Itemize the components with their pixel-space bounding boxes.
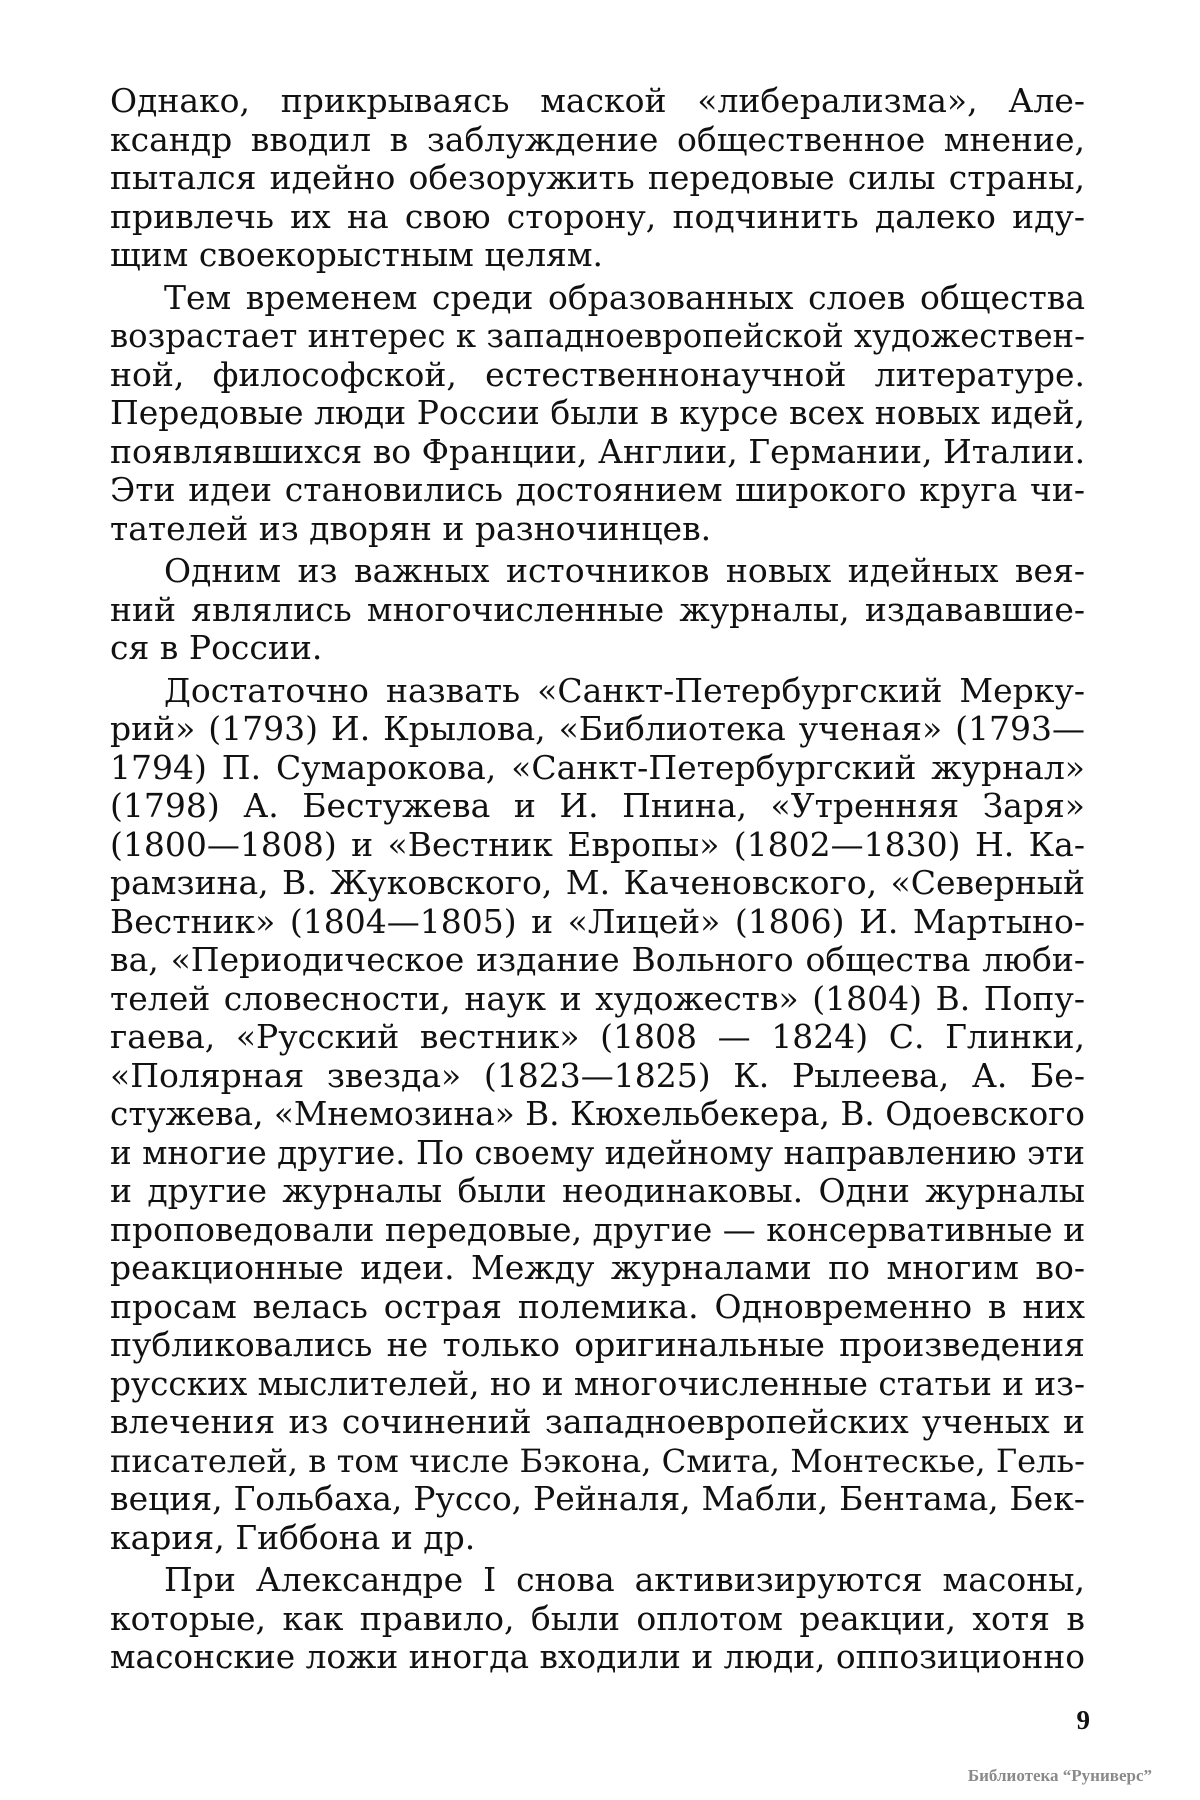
text-line: писателей, в том числе Бэкона, Смита, Монтескье, Гель- [110, 1441, 1085, 1480]
text-line: и другие журналы были неодинаковы. Одни журналы [110, 1171, 1085, 1210]
body-text [110, 82, 1085, 1681]
text-line: Передовые люди России были в курсе всех новых идей, [110, 393, 1085, 432]
text-line: тателей из дворян и разночинцев. [110, 508, 712, 548]
text-line: (1800—1808) и «Вестник Европы» (1802—1830) Н. Ка- [110, 824, 1085, 864]
text-line: веция, Гольбаха, Руссо, Рейналя, Мабли, Бентама, Бек- [110, 1479, 1085, 1518]
text-line: гаева, «Русский вестник» (1808 — 1824) С. Глинки, [110, 1017, 1085, 1056]
text-line: ний являлись многочисленные журналы, издававшие- [110, 589, 1085, 629]
text-line: Одним из важных источников новых идейных вея- [164, 551, 1085, 590]
text-line: возрастает интерес к западноевропейской художествен- [110, 317, 1085, 355]
library-watermark: Библиотека “Руниверс” [967, 1766, 1152, 1785]
paragraph [110, 1561, 1085, 1677]
text-line: ва, «Периодическое издание Вольного общества люби- [110, 940, 1085, 979]
paragraph [110, 552, 1085, 668]
text-line: Достаточно назвать «Санкт-Петербургский Мерку- [164, 670, 1085, 710]
text-line: проповедовали передовые, другие — консервативные и [110, 1209, 1086, 1249]
page-number: 9 [1076, 1705, 1090, 1735]
text-line: 1794) П. Сумарокова, «Санкт-Петербургский журнал» [110, 747, 1085, 787]
paragraph [110, 82, 1085, 275]
text-line: пытался идейно обезоружить передовые силы страны, [110, 158, 1085, 197]
text-line: публиковались не только оригинальные произведения [110, 1325, 1085, 1364]
text-line: телей словесности, наук и художеств» (1804) В. Попу- [110, 978, 1085, 1018]
text-line: и многие другие. По своему идейному направлению эти [110, 1133, 1085, 1172]
text-line: рий» (1793) И. Крылова, «Библиотека ученая» (1793— [110, 709, 1085, 748]
text-line: (1798) А. Бестужева и И. Пнина, «Утренняя Заря» [110, 786, 1085, 825]
text-line: «Полярная звезда» (1823—1825) К. Рылеева, А. Бе- [110, 1055, 1085, 1095]
text-line: кария, Гиббона и др. [110, 1517, 476, 1557]
text-line: стужева, «Мнемозина» В. Кюхельбекера, В. Одоевского [110, 1095, 1085, 1133]
text-line: При Александре I снова активизируются масоны, [164, 1560, 1085, 1599]
text-line: ся в России. [110, 628, 323, 667]
text-line: привлечь их на свою сторону, подчинить далеко иду- [110, 196, 1085, 236]
text-line: масонские ложи иногда входили и люди, оппозиционно [110, 1638, 1086, 1676]
paragraph [110, 672, 1085, 1558]
text-line: просам велась острая полемика. Одновременно в них [110, 1286, 1085, 1326]
text-line: реакционные идеи. Между журналами по многим во- [110, 1248, 1085, 1287]
text-line: которые, как правило, были оплотом реакции, хотя в [110, 1598, 1085, 1638]
text-line: Однако, прикрываясь маской «либерализма», Але- [110, 81, 1085, 120]
text-line: появлявшихся во Франции, Англии, Германии, Италии. [110, 431, 1086, 471]
text-line: русских мыслителей, но и многочисленные статьи и из- [110, 1364, 1085, 1403]
text-line: рамзина, В. Жуковского, М. Каченовского, «Северный [110, 863, 1085, 902]
text-line: ксандр вводил в заблуждение общественное мнение, [110, 119, 1085, 159]
text-line: Эти идеи становились достоянием широкого круга чи- [110, 470, 1085, 509]
paragraph [110, 279, 1085, 549]
text-line: щим своекорыстным целям. [110, 235, 604, 274]
text-line: Тем временем среди образованных слоев общества [164, 277, 1085, 317]
text-line: влечения из сочинений западноевропейских ученых и [110, 1402, 1085, 1441]
text-line: ной, философской, естественнонаучной литературе. [110, 354, 1085, 394]
text-line: Вестник» (1804—1805) и «Лицей» (1806) И. Мартыно- [110, 901, 1085, 941]
